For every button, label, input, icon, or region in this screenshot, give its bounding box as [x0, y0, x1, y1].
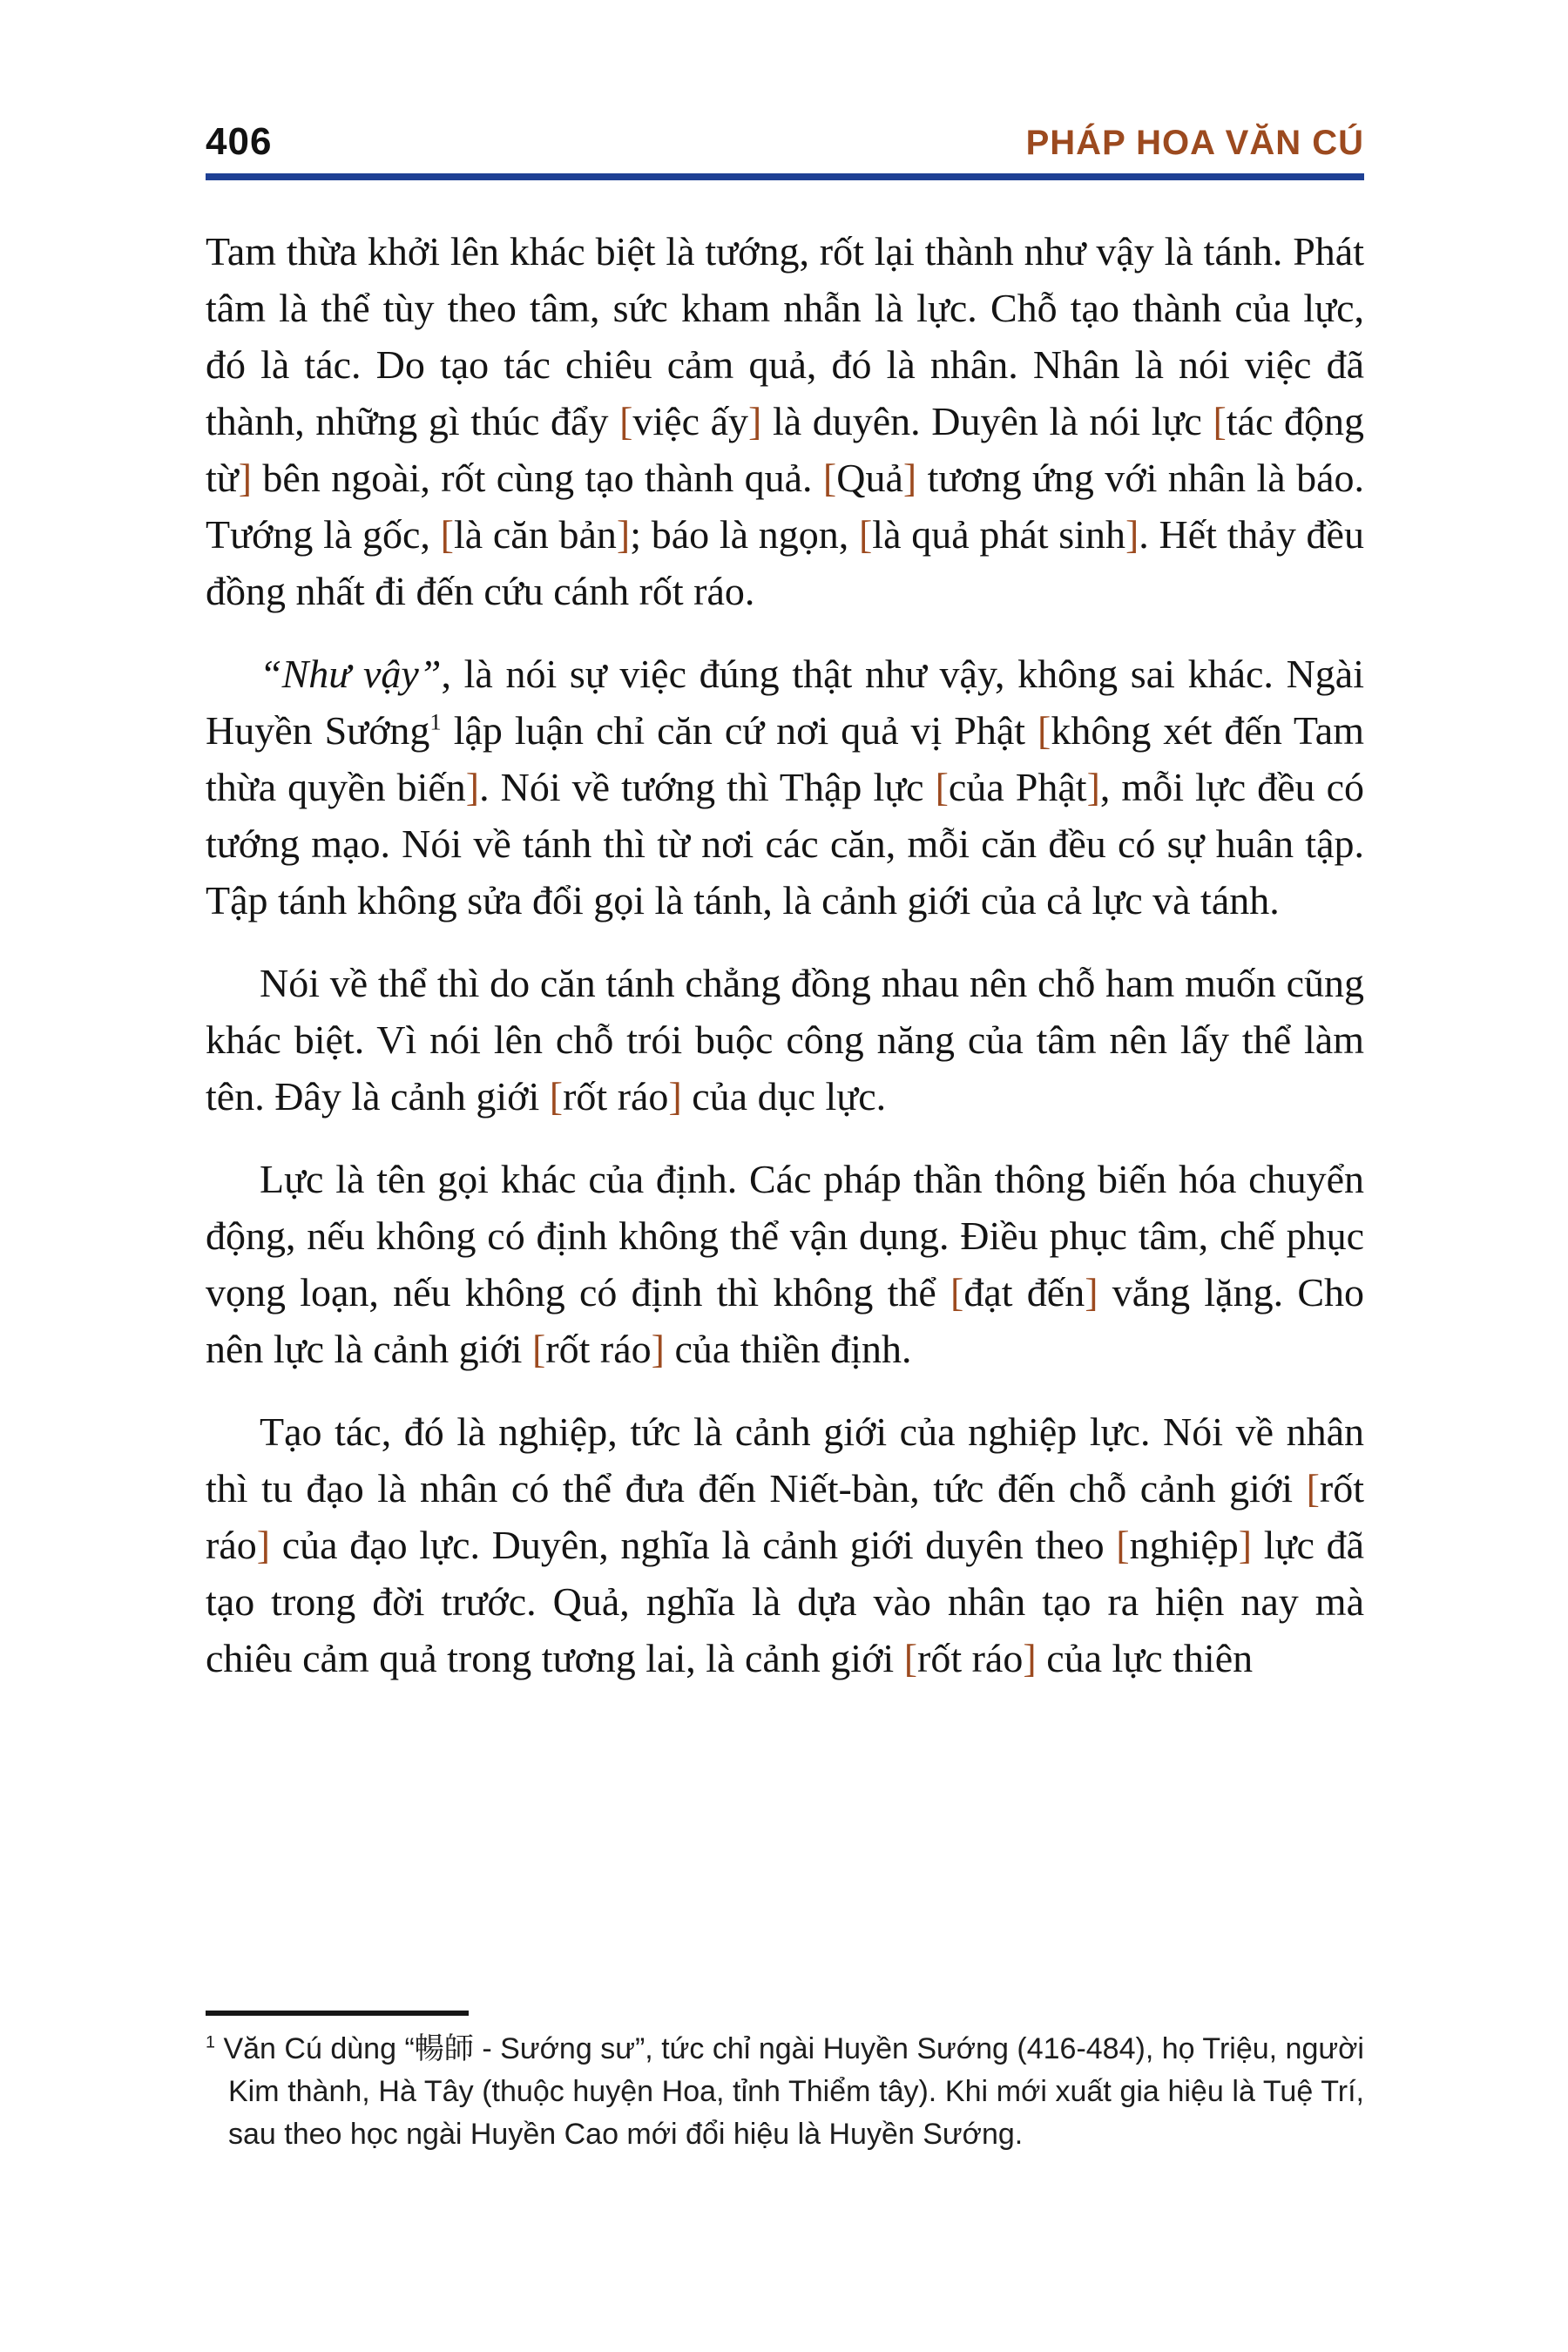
paragraph-1: Tam thừa khởi lên khác biệt là tướng, rốt lại thành như vậy là tánh. Phát tâm là thể tùy theo tâm, sức kham nhẫn là lực. Chỗ tạo thành của lực, đó là tác. Do tạo tác chiêu cảm quả, đó là nhân. Nhân là nói việc đã thành, những gì thúc đẩy [việc ấy] là duyên. Duyên là nói lực [tác động từ] bên ngoài, rốt cùng tạo thành quả. [Quả] tương ứng với nhân là báo. Tướng là gốc, [là căn bản]; báo là ngọn, [là quả phát sinh]. Hết thảy đều đồng nhất đi đến cứu cánh rốt ráo.	[206, 229, 1365, 613]
footnote-rule	[206, 2011, 469, 2016]
footnote	[206, 2028, 1364, 2156]
paragraph-3: Nói về thể thì do căn tánh chẳng đồng nhau nên chỗ ham muốn cũng khác biệt. Vì nói lên chỗ trói buộc công năng của tâm nên lấy thể làm tên. Đây là cảnh giới [rốt ráo] của dục lực.	[206, 961, 1364, 1119]
paragraph-2: “Như vậy”, là nói sự việc đúng thật như vậy, không sai khác. Ngài Huyền Sướng$^1$ lập luận chỉ căn cứ nơi quả vị Phật [không xét đến Tam thừa quyền biến]. Nói về tướng thì Thập lực [của Phật], mỗi lực đều có tướng mạo. Nói về tánh thì từ nơi các căn, mỗi căn đều có sự huân tập. Tập tánh không sửa đổi gọi là tánh, là cảnh giới của cả lực và tánh.	[206, 652, 1365, 923]
page-number: 406	[206, 120, 273, 163]
footnote-text: $^1$ Văn Cú dùng “暢師 - Sướng sư”, tức chỉ ngài Huyền Sướng (416-484), họ Triệu, người Kim thành, Hà Tây (thuộc huyện Hoa, tỉnh Thiểm tây). Khi mới xuất gia hiệu là Tuệ Trí, sau theo học ngài Huyền Cao mới đổi hiệu là Huyền Sướng.	[206, 2032, 1364, 2151]
paragraph-5: Tạo tác, đó là nghiệp, tức là cảnh giới của nghiệp lực. Nói về nhân thì tu đạo là nhân có thể đưa đến Niết-bàn, tức đến chỗ cảnh giới [rốt ráo] của đạo lực. Duyên, nghĩa là cảnh giới duyên theo [nghiệp] lực đã tạo trong đời trước. Quả, nghĩa là dựa vào nhân tạo ra hiện nay mà chiêu cảm quả trong tương lai, là cảnh giới [rốt ráo] của lực thiên	[206, 1409, 1365, 1680]
header-rule	[206, 173, 1364, 180]
paragraph-4: Lực là tên gọi khác của định. Các pháp thần thông biến hóa chuyển động, nếu không có định không thể vận dụng. Điều phục tâm, chế phục vọng loạn, nếu không có định thì không thể [đạt đến] vắng lặng. Cho nên lực là cảnh giới [rốt ráo] của thiền định.	[206, 1157, 1364, 1371]
body-text	[206, 223, 1364, 1713]
running-title: PHÁP HOA VĂN CÚ	[1025, 124, 1364, 162]
page-header	[206, 120, 1364, 164]
